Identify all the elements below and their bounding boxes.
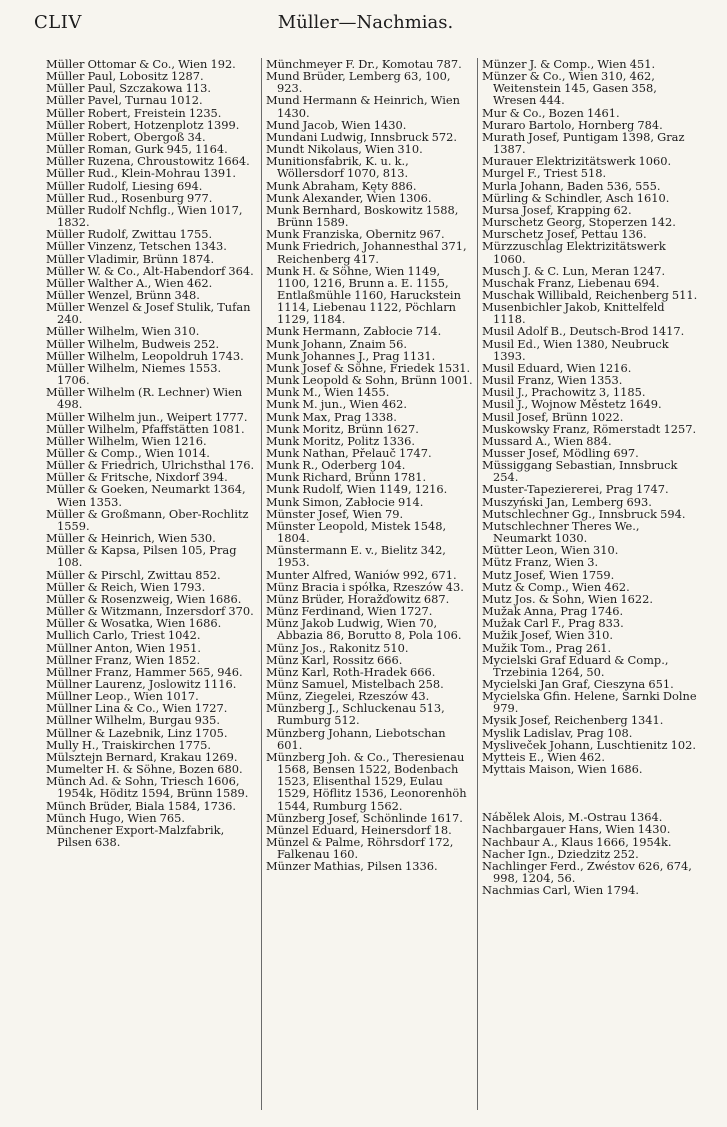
directory-entry: Münz Jakob Ludwig, Wien 70, Abbazia 86, Borutto 8, Pola 106. (266, 616, 462, 643)
directory-entry: Munk Moritz, Politz 1336. (266, 433, 415, 448)
directory-entry: Mund Hermann & Heinrich, Wien 1430. (266, 93, 460, 120)
section-gap (482, 775, 698, 811)
directory-entry: Münzberg Josef, Schönlinde 1617. (266, 810, 463, 825)
directory-entry: Munk Leopold & Sohn, Brünn 1001. (266, 373, 473, 388)
directory-entry: Mužak Anna, Prag 1746. (482, 604, 624, 619)
directory-entry: Munk Franziska, Obernitz 967. (266, 227, 445, 242)
directory-entry: Myttais Maison, Wien 1686. (482, 762, 643, 777)
directory-entry: Mycielski Jan Graf, Cieszyna 651. (482, 676, 674, 691)
directory-entry: Munk R., Oderberg 104. (266, 458, 406, 473)
directory-entry: Münzel Eduard, Heinersdorf 18. (266, 822, 452, 837)
directory-entry: Münchener Export-Malzfabrik, Pilsen 638. (46, 822, 225, 849)
directory-entry: Münz Brüder, Horažďowitz 687. (266, 591, 450, 606)
directory-entry: Münchmeyer F. Dr., Komotau 787. (266, 57, 462, 71)
directory-entry: Munk Simon, Zabłocie 914. (266, 494, 424, 509)
directory-entry: Müssiggang Sebastian, Innsbruck 254. (482, 458, 678, 485)
directory-entry: Mursa Josef, Krapping 62. (482, 202, 632, 217)
directory-column-2 (266, 58, 473, 872)
directory-entry: Mully H., Traiskirchen 1775. (46, 737, 211, 752)
column-divider (261, 58, 262, 1110)
directory-entry: Müllner Wilhelm, Burgau 935. (46, 713, 221, 728)
directory-entry: Musch J. & C. Lun, Meran 1247. (482, 263, 666, 278)
directory-entry: Munk M., Wien 1455. (266, 385, 390, 400)
directory-entry: Nachbargauer Hans, Wien 1430. (482, 822, 671, 837)
directory-entry: Müller Rudolf, Zwittau 1755. (46, 227, 213, 242)
directory-entry: Mytteis E., Wien 462. (482, 749, 605, 764)
directory-entry: Müller Wilhelm, Niemes 1553. 1706. (46, 360, 222, 388)
directory-entry: Munk H. & Söhne, Wien 1149, 1100, 1216, Brunn a. E. 1155, Entlaßmühle 1160, Haruckstein 1114, Liebenau 1122, Pöchlarn 1129, 1184. (266, 263, 461, 327)
directory-entry: Müller Wilhelm, Wien 1216. (46, 433, 207, 448)
directory-entry: Müller Vinzenz, Tetschen 1343. (46, 239, 227, 254)
directory-entry: Mutschlechner Gg., Innsbruck 594. (482, 506, 686, 521)
directory-entry: Nábělek Alois, M.-Ostrau 1364. (482, 810, 663, 825)
directory-entry: Müller Wilhelm, Budweis 252. (46, 336, 220, 351)
directory-entry: Münster Josef, Wien 79. (266, 506, 404, 521)
directory-entry: Nachbaur A., Klaus 1666, 1954k. (482, 834, 672, 849)
directory-entry: Mülsztejn Bernard, Krakau 1269. (46, 749, 238, 764)
directory-entry: Murauer Elektrizitätswerk 1060. (482, 154, 672, 169)
directory-entry: Münz, Ziegelei, Rzeszów 43. (266, 689, 430, 704)
directory-entry: Müller & Rosenzweig, Wien 1686. (46, 591, 242, 606)
directory-entry: Müller Ottomar & Co., Wien 192. (46, 57, 236, 71)
page-number: CLIV (34, 12, 82, 33)
directory-entry: Munk Moritz, Brünn 1627. (266, 421, 419, 436)
directory-entry: Mütter Leon, Wien 310. (482, 543, 619, 558)
directory-column-3 (482, 58, 698, 896)
directory-entry: Müller Roman, Gurk 945, 1164. (46, 142, 228, 157)
directory-entry: Müller Rudolf, Liesing 694. (46, 178, 203, 193)
directory-entry: Mycielski Graf Eduard & Comp., Trzebinia 1264, 50. (482, 652, 669, 679)
directory-entry: Musil Adolf B., Deutsch-Brod 1417. (482, 324, 685, 339)
directory-entry: Müllner Franz, Wien 1852. (46, 652, 201, 667)
directory-entry: Mund Jacob, Wien 1430. (266, 117, 407, 132)
directory-entry: Musil Eduard, Wien 1216. (482, 360, 632, 375)
directory-entry: Mužik Josef, Wien 310. (482, 628, 613, 643)
directory-entry: Müller Wilhelm, Pfaffstätten 1081. (46, 421, 245, 436)
directory-entry: Musil Franz, Wien 1353. (482, 373, 623, 388)
directory-entry: Müller & Comp., Wien 1014. (46, 446, 210, 460)
directory-entry: Müller & Heinrich, Wien 530. (46, 531, 216, 546)
directory-entry: Mundt Nikolaus, Wien 310. (266, 142, 423, 157)
directory-entry: Müller Ruzena, Chroustowitz 1664. (46, 154, 250, 169)
directory-entry: Musil J., Wojnow Městetz 1649. (482, 397, 662, 412)
directory-entry: Mütz Franz, Wien 3. (482, 555, 599, 570)
directory-entry: Musser Josef, Mödling 697. (482, 446, 639, 460)
directory-entry: Münzel & Palme, Röhrsdorf 172, Falkenau 160. (266, 835, 454, 862)
directory-entry: Münz Karl, Rossitz 666. (266, 652, 403, 667)
directory-entry: Munk M. jun., Wien 462. (266, 397, 408, 412)
directory-column-1 (46, 58, 256, 848)
directory-entry: Munk Johann, Znaim 56. (266, 336, 408, 351)
directory-entry: Müller Paul, Szczakowa 113. (46, 81, 212, 96)
directory-entry: Müller Paul, Lobositz 1287. (46, 69, 204, 84)
directory-entry: Münz Karl, Roth-Hradek 666. (266, 664, 436, 679)
directory-entry: Mundani Ludwig, Innsbruck 572. (266, 129, 457, 144)
directory-entry: Müller Vladimir, Brünn 1874. (46, 251, 215, 266)
directory-entry: Musenbichler Jakob, Knittelfeld 1118. (482, 300, 665, 327)
directory-entry: Müller Rudolf Nchflg., Wien 1017, 1832. (46, 202, 243, 230)
directory-entry: Mund Brüder, Lemberg 63, 100, 923. (266, 69, 451, 96)
directory-entry: Munk Nathan, Přelauč 1747. (266, 446, 432, 460)
running-title: Müller—Nachmias. (277, 12, 454, 33)
directory-entry: Mužak Carl F., Prag 833. (482, 616, 624, 631)
directory-entry: Münzer Mathias, Pilsen 1336. (266, 859, 438, 874)
directory-entry: Munk Richard, Brünn 1781. (266, 470, 427, 485)
directory-entry: Müller Wilhelm, Leopoldruh 1743. (46, 348, 244, 363)
directory-entry: Mycielska Gfin. Helene, Sarnki Dolne 979. (482, 689, 697, 716)
directory-entry: Nachmias Carl, Wien 1794. (482, 883, 639, 898)
directory-entry: Mutz & Comp., Wien 462. (482, 579, 630, 594)
directory-entry: Nacher Ign., Dziedzitz 252. (482, 846, 639, 861)
directory-entry: Müller Rud., Rosenburg 977. (46, 190, 213, 205)
directory-entry: Müller & Friedrich, Ulrichsthal 176. (46, 458, 255, 473)
directory-entry: Müller Robert, Freistein 1235. (46, 105, 222, 120)
directory-entry: Münz Bracia i spółka, Rzeszów 43. (266, 579, 464, 594)
directory-entry: Munk Josef & Söhne, Friedek 1531. (266, 360, 471, 375)
directory-entry: Müller & Reich, Wien 1793. (46, 579, 206, 594)
directory-entry: Müller Wenzel, Brünn 348. (46, 287, 200, 302)
directory-entry: Münz Ferdinand, Wien 1727. (266, 604, 433, 619)
directory-entry: Müllner Anton, Wien 1951. (46, 640, 201, 655)
directory-entry: Müller & Pirschl, Zwittau 852. (46, 567, 221, 582)
directory-entry: Murath Josef, Puntigam 1398, Graz 1387. (482, 129, 685, 157)
directory-entry: Musil J., Prachowitz 3, 1185. (482, 385, 646, 400)
directory-entry: Müller Rud., Klein-Mohrau 1391. (46, 166, 237, 181)
directory-entry: Munk Alexander, Wien 1306. (266, 190, 432, 205)
directory-entry: Mürzzuschlag Elektrizitätswerk 1060. (482, 239, 666, 266)
directory-entry: Nachlinger Ferd., Zwéstov 626, 674, 998, 1204, 56. (482, 858, 692, 885)
directory-entry: Munk Rudolf, Wien 1149, 1216. (266, 482, 448, 497)
directory-entry: Münstermann E. v., Bielitz 342, 1953. (266, 543, 446, 570)
directory-entry: Mumelter H. & Söhne, Bozen 680. (46, 762, 243, 777)
directory-entry: Müller & Goeken, Neumarkt 1364, Wien 1353. (46, 482, 246, 509)
directory-entry: Münch Hugo, Wien 765. (46, 810, 186, 825)
directory-entry: Munk Friedrich, Johannesthal 371, Reichenberg 417. (266, 239, 467, 266)
directory-entry: Müller Pavel, Turnau 1012. (46, 93, 203, 108)
directory-entry: Münzberg Johann, Liebotschan 601. (266, 725, 446, 752)
directory-entry: Müller W. & Co., Alt-Habendorf 364. (46, 263, 254, 278)
directory-entry: Müller & Fritsche, Nixdorf 394. (46, 470, 228, 485)
directory-entry: Munk Abraham, Kęty 886. (266, 178, 417, 193)
directory-entry: Murgel F., Triest 518. (482, 166, 607, 181)
column-divider (477, 58, 478, 1110)
directory-entry: Murschetz Josef, Pettau 136. (482, 227, 647, 242)
directory-entry: Mutschlechner Theres We., Neumarkt 1030. (482, 518, 640, 546)
directory-entry: Müller Robert, Obergoß 34. (46, 129, 206, 144)
directory-entry: Muskowsky Franz, Römerstadt 1257. (482, 421, 697, 436)
directory-entry: Müller Wilhelm (R. Lechner) Wien 498. (46, 385, 243, 412)
page-header (34, 12, 697, 42)
directory-entry: Mürling & Schindler, Asch 1610. (482, 190, 670, 205)
directory-entry: Münzer J. & Comp., Wien 451. (482, 57, 656, 71)
directory-entry: Mur & Co., Bozen 1461. (482, 105, 620, 120)
directory-entry: Müller Robert, Hotzenplotz 1399. (46, 117, 240, 132)
directory-entry: Myslik Ladislav, Prag 108. (482, 725, 633, 740)
directory-entry: Müllner Laurenz, Joslowitz 1116. (46, 676, 237, 691)
directory-entry: Muschak Franz, Liebenau 694. (482, 275, 660, 290)
directory-entry: Münz Jos., Rakonitz 510. (266, 640, 409, 655)
directory-entry: Musil Ed., Wien 1380, Neubruck 1393. (482, 336, 669, 363)
directory-entry: Müller Walther A., Wien 462. (46, 275, 213, 290)
directory-entry: Müller & Wosatka, Wien 1686. (46, 616, 222, 631)
directory-entry: Musil Josef, Brünn 1022. (482, 409, 624, 424)
directory-entry: Müllner Lina & Co., Wien 1727. (46, 701, 228, 716)
directory-entry: Münzer & Co., Wien 310, 462, Weitenstein 145, Gasen 358, Wresen 444. (482, 69, 657, 108)
directory-entry: Mussard A., Wien 884. (482, 433, 612, 448)
directory-entry: Mutz Josef, Wien 1759. (482, 567, 615, 582)
directory-entry: Muraro Bartolo, Hornberg 784. (482, 117, 663, 132)
directory-entry: Mullich Carlo, Triest 1042. (46, 628, 201, 643)
directory-entry: Munk Hermann, Zabłocie 714. (266, 324, 442, 339)
directory-entry: Müller & Witzmann, Inzersdorf 370. (46, 604, 254, 619)
directory-entry: Murla Johann, Baden 536, 555. (482, 178, 661, 193)
directory-entry: Müllner Franz, Hammer 565, 946. (46, 664, 243, 679)
directory-entry: Müller Wenzel & Josef Stulik, Tufan 240. (46, 300, 251, 327)
directory-entry: Münch Brüder, Biala 1584, 1736. (46, 798, 236, 813)
directory-entry: Münch Ad. & Sohn, Triesch 1606, 1954k, Höditz 1594, Brünn 1589. (46, 774, 249, 801)
directory-entry: Müller & Großmann, Ober-Rochlitz 1559. (46, 506, 249, 533)
directory-entry: Mysliveček Johann, Luschtienitz 102. (482, 737, 696, 752)
directory-entry: Müller Wilhelm, Wien 310. (46, 324, 200, 339)
directory-entry: Münzberg Joh. & Co., Theresienau 1568, Bensen 1522, Bodenbach 1523, Elisenthal 1529, Eulau 1529, Höflitz 1536, Leonorenhöh 1544, Rumburg 1562. (266, 749, 467, 813)
directory-entry: Muster-Tapeziererei, Prag 1747. (482, 482, 669, 497)
directory-entry: Munk Bernhard, Boskowitz 1588, Brünn 1589. (266, 202, 459, 230)
directory-entry: Muschak Willibald, Reichenberg 511. (482, 287, 698, 302)
directory-entry: Munk Johannes J., Prag 1131. (266, 348, 436, 363)
directory-entry: Müller & Kapsa, Pilsen 105, Prag 108. (46, 543, 237, 570)
directory-entry: Mutz Jos. & Sohn, Wien 1622. (482, 591, 654, 606)
directory-entry: Müller Wilhelm jun., Weipert 1777. (46, 409, 248, 424)
directory-entry: Mužik Tom., Prag 261. (482, 640, 612, 655)
directory-entry: Münz Samuel, Mistelbach 258. (266, 676, 444, 691)
directory-entry: Münster Leopold, Mistek 1548, 1804. (266, 518, 447, 546)
directory-entry: Munitionsfabrik, K. u. k., Wöllersdorf 1070, 813. (266, 154, 409, 181)
directory-entry: Muszyński Jan, Lemberg 693. (482, 494, 652, 509)
directory-entry: Murschetz Georg, Stoperzen 142. (482, 215, 676, 230)
directory-entry: Munk Max, Prag 1338. (266, 409, 397, 424)
directory-entry: Munter Alfred, Waniów 992, 671. (266, 567, 457, 582)
directory-entry: Müllner & Lazebnik, Linz 1705. (46, 725, 228, 740)
directory-entry: Mysik Josef, Reichenberg 1341. (482, 713, 664, 728)
directory-entry: Münzberg J., Schluckenau 513, Rumburg 512. (266, 701, 445, 728)
directory-entry: Müllner Leop., Wien 1017. (46, 689, 199, 704)
